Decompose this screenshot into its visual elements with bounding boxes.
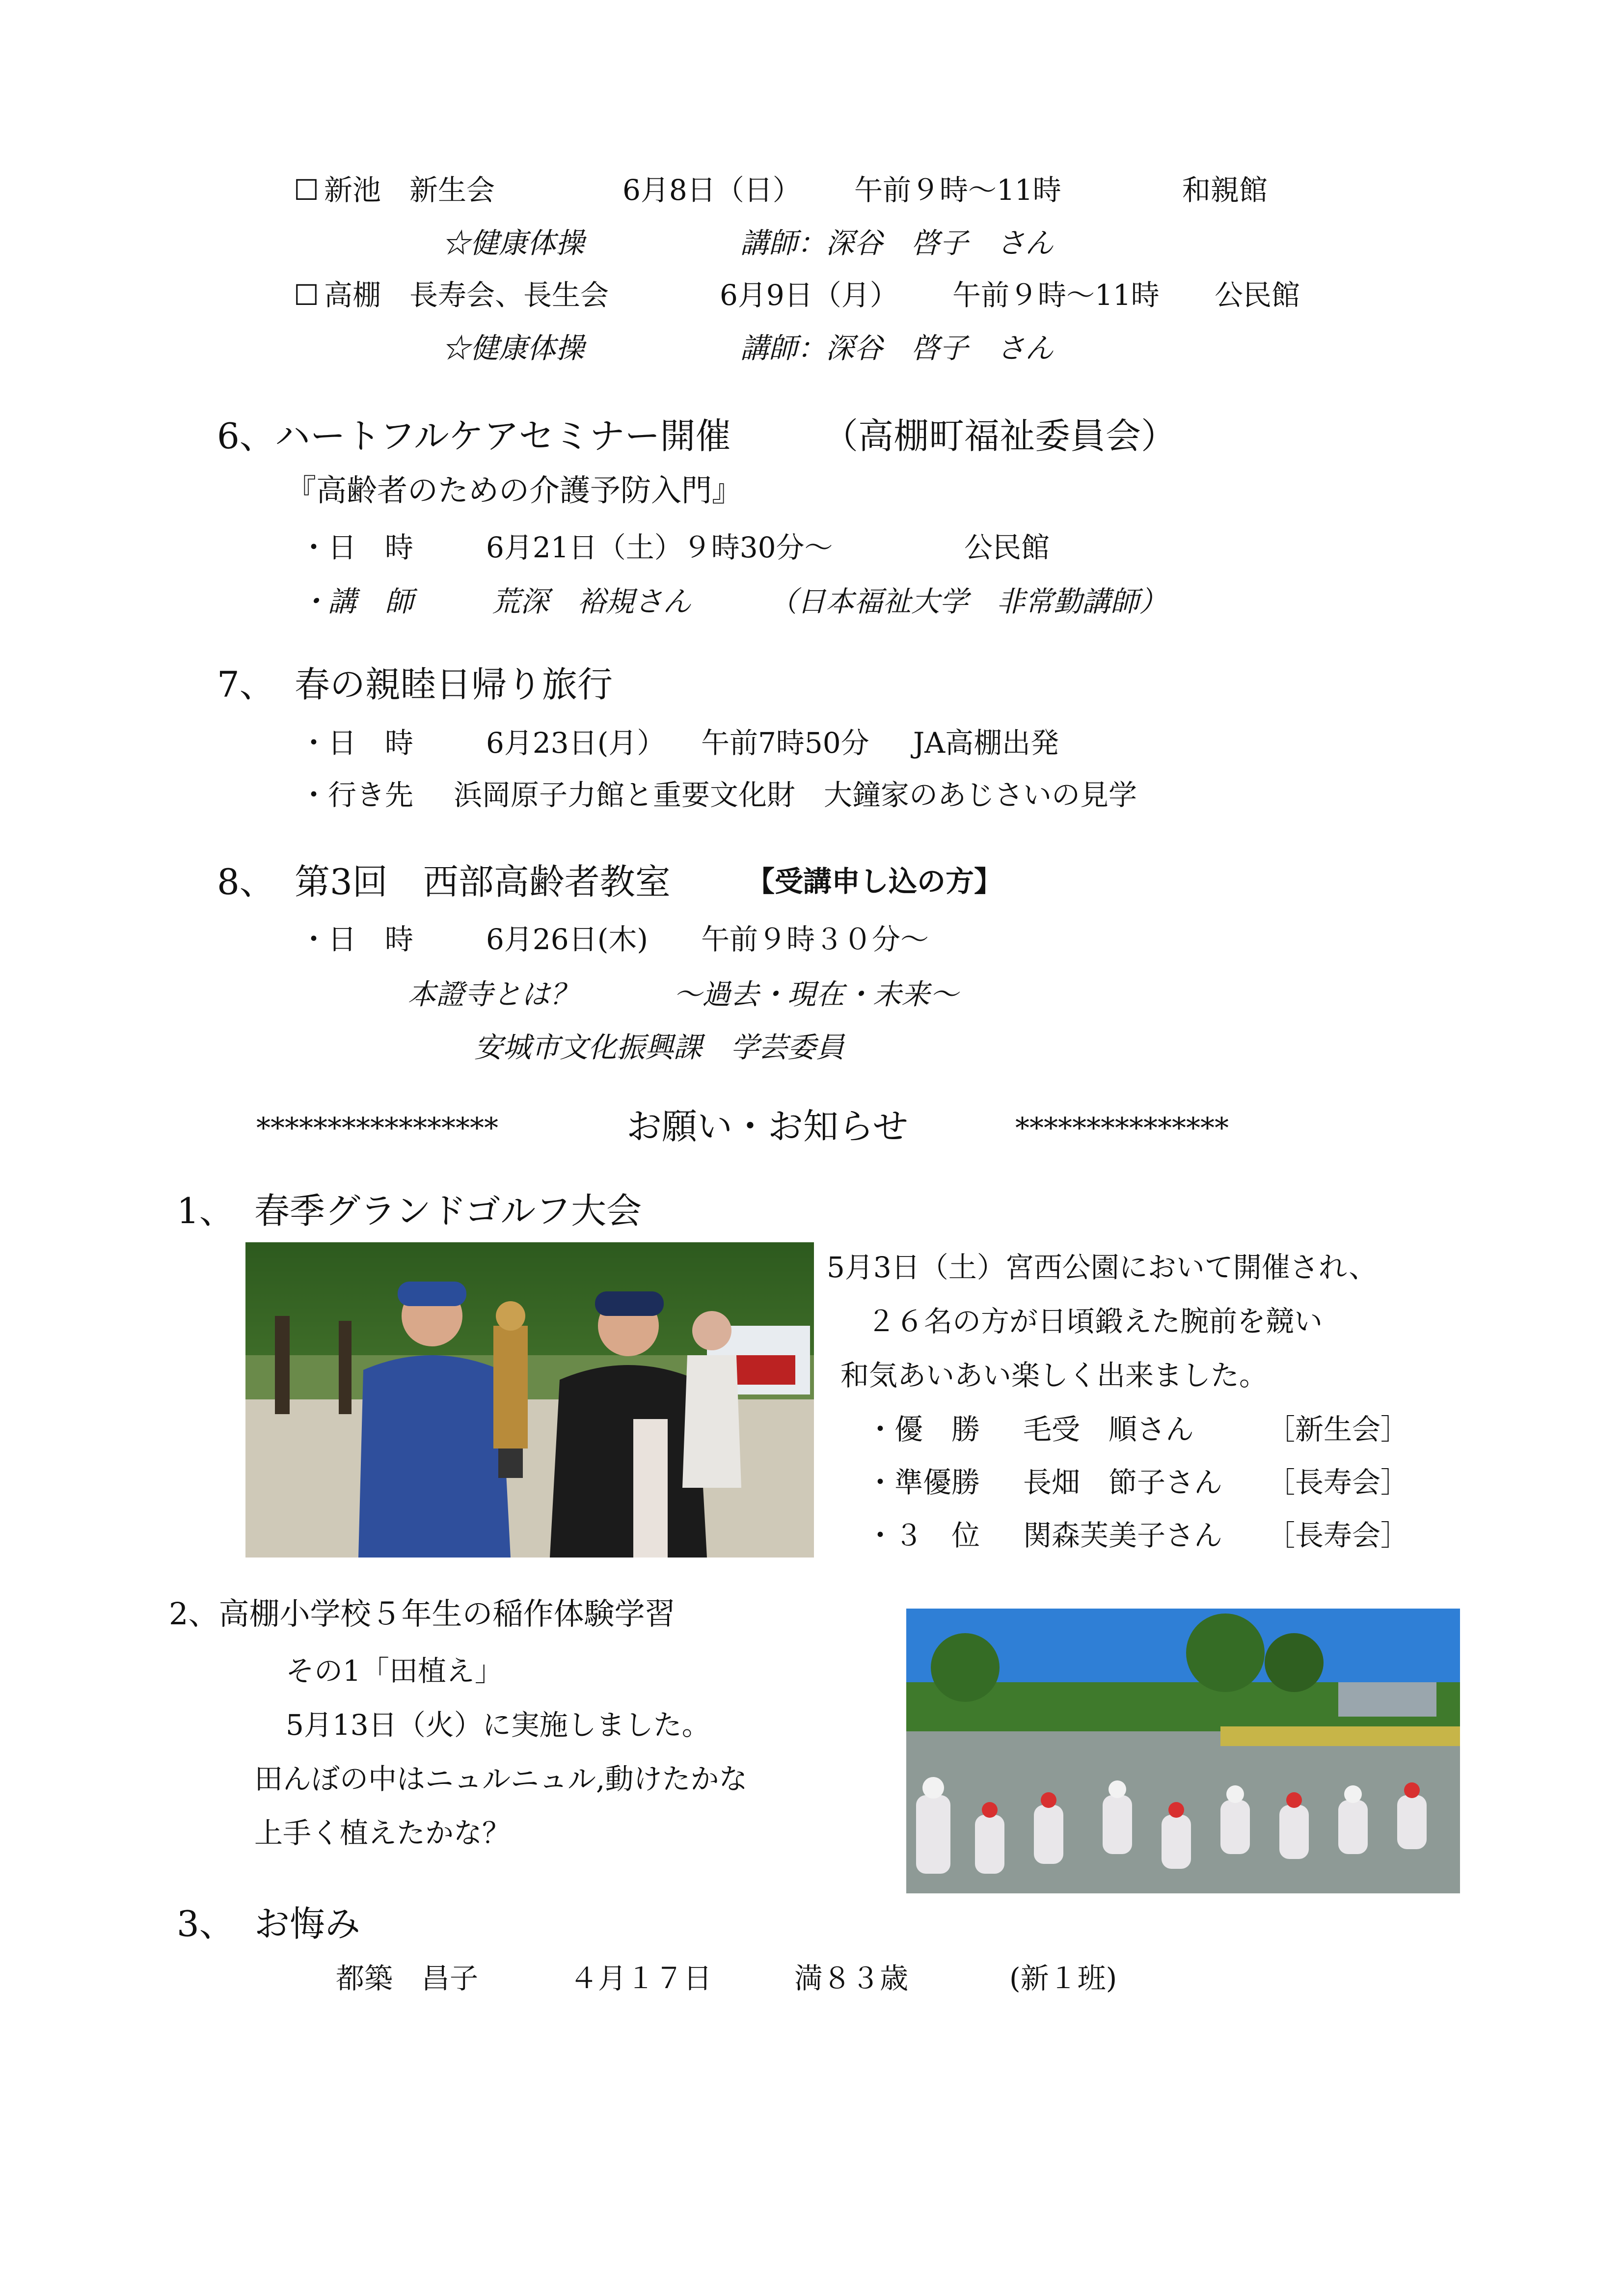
section8-topic: 本證寺とは？	[407, 978, 579, 1011]
niike-place: 和親館	[1182, 173, 1268, 207]
section6-heading: 6、ハートフルケアセミナー開催	[217, 415, 731, 457]
takatana-group: 高棚 長寿会、長生会	[324, 278, 609, 312]
section7-dest-value: 浜岡原子力館と重要文化財 大鐘家のあじさいの見学	[454, 778, 1137, 812]
item3-date: ４月１７日	[569, 1962, 712, 1995]
section6-lecturer-value: 荒深 裕規さん	[492, 585, 692, 618]
section6-organizer: （高棚町福祉委員会）	[823, 415, 1177, 457]
item1-line-3: 和気あいあい楽しく出来ました。	[840, 1359, 1268, 1392]
niike-lecturer: 講師：深谷 啓子 さん	[740, 226, 1054, 260]
section8-speaker: 安城市文化振興課 学芸委員	[474, 1031, 845, 1064]
result-club-2: ［長寿会］	[1267, 1466, 1409, 1499]
item2-heading: 2、高棚小学校５年生の稲作体験学習	[169, 1596, 676, 1632]
section8-date-value: 6月26日(木)	[486, 923, 648, 956]
rice-photo-illustration	[906, 1609, 1460, 1893]
section8-num: 8、	[217, 861, 275, 902]
niike-date: 6月8日（日）	[622, 173, 801, 207]
golf-award-photo	[245, 1242, 814, 1558]
takatana-activity: ☆健康体操	[442, 331, 585, 365]
item1-heading: 春季グランドゴルフ大会	[254, 1190, 642, 1231]
result-name-1: 毛受 順さん	[1023, 1413, 1194, 1446]
section6-lecturer-label: ・講 師	[299, 585, 414, 618]
niike-group: 新池 新生会	[324, 173, 495, 207]
result-club-1: ［新生会］	[1267, 1413, 1409, 1446]
section6-title: 『高齢者のための介護予防入門』	[286, 472, 743, 508]
notice-stars-left: *****************	[256, 1111, 498, 1145]
niike-check: ☐	[294, 173, 319, 207]
result-rank-3: ・３ 位	[866, 1519, 980, 1552]
takatana-lecturer: 講師：深谷 啓子 さん	[740, 331, 1054, 365]
notice-stars-right: ***************	[1015, 1111, 1229, 1145]
section8-note: 【受講申し込の方】	[746, 865, 1003, 898]
takatana-place: 公民館	[1215, 278, 1300, 312]
section7-date-label: ・日 時	[299, 726, 414, 760]
section6-date-value: 6月21日（土）９時30分～	[486, 531, 833, 564]
takatana-time: 午前９時～11時	[952, 278, 1160, 312]
takatana-date: 6月9日（月）	[720, 278, 898, 312]
section8-heading: 第3回 西部高齢者教室	[295, 861, 671, 902]
item2-line-2: 5月13日（火）に実施しました。	[286, 1708, 710, 1742]
item3-group: (新１班)	[1009, 1962, 1117, 1995]
result-club-3: ［長寿会］	[1267, 1519, 1409, 1552]
result-rank-2: ・準優勝	[866, 1466, 980, 1499]
item1-line-2: ２６名の方が日頃鍛えた腕前を競い	[867, 1305, 1323, 1338]
item1-line-1: 5月3日（土）宮西公園において開催され、	[827, 1251, 1378, 1284]
item2-line-1: その1「田植え」	[286, 1654, 503, 1688]
notice-title: お願い・お知らせ	[626, 1106, 908, 1147]
niike-activity: ☆健康体操	[442, 226, 585, 260]
section6-place: 公民館	[964, 531, 1050, 564]
takatana-check: ☐	[294, 278, 319, 312]
section6-lecturer-affil: （日本福祉大学 非常勤講師）	[769, 585, 1168, 618]
result-rank-1: ・優 勝	[866, 1413, 980, 1446]
golf-photo-illustration	[245, 1242, 814, 1558]
section8-topic-sub: ～過去・現在・未来～	[674, 978, 959, 1011]
section7-num: 7、	[217, 664, 275, 705]
item2-line-4: 上手く植えたかな？	[254, 1816, 511, 1850]
section7-heading: 春の親睦日帰り旅行	[295, 664, 613, 705]
item3-heading: お悔み	[254, 1903, 361, 1944]
niike-time: 午前９時～11時	[854, 173, 1061, 207]
item2-line-3: 田んぼの中はニュルニュル,動けたかな	[254, 1762, 748, 1796]
section7-dest-label: ・行き先	[299, 778, 414, 812]
result-name-2: 長畑 節子さん	[1023, 1466, 1223, 1499]
section7-date-value: 6月23日(月）	[486, 726, 666, 760]
item3-num: 3、	[177, 1903, 235, 1944]
section7-time: 午前7時50分	[701, 726, 869, 760]
item3-age: 満８３歳	[794, 1962, 909, 1995]
section8-date-label: ・日 時	[299, 923, 414, 956]
section6-date-label: ・日 時	[299, 531, 414, 564]
section8-time: 午前９時３０分～	[701, 923, 929, 956]
rice-planting-photo	[906, 1609, 1460, 1893]
item1-num: 1、	[177, 1190, 235, 1231]
section7-depart: JA高棚出発	[913, 726, 1059, 760]
result-name-3: 関森芙美子さん	[1023, 1519, 1223, 1552]
item3-name: 都築 昌子	[336, 1962, 479, 1995]
